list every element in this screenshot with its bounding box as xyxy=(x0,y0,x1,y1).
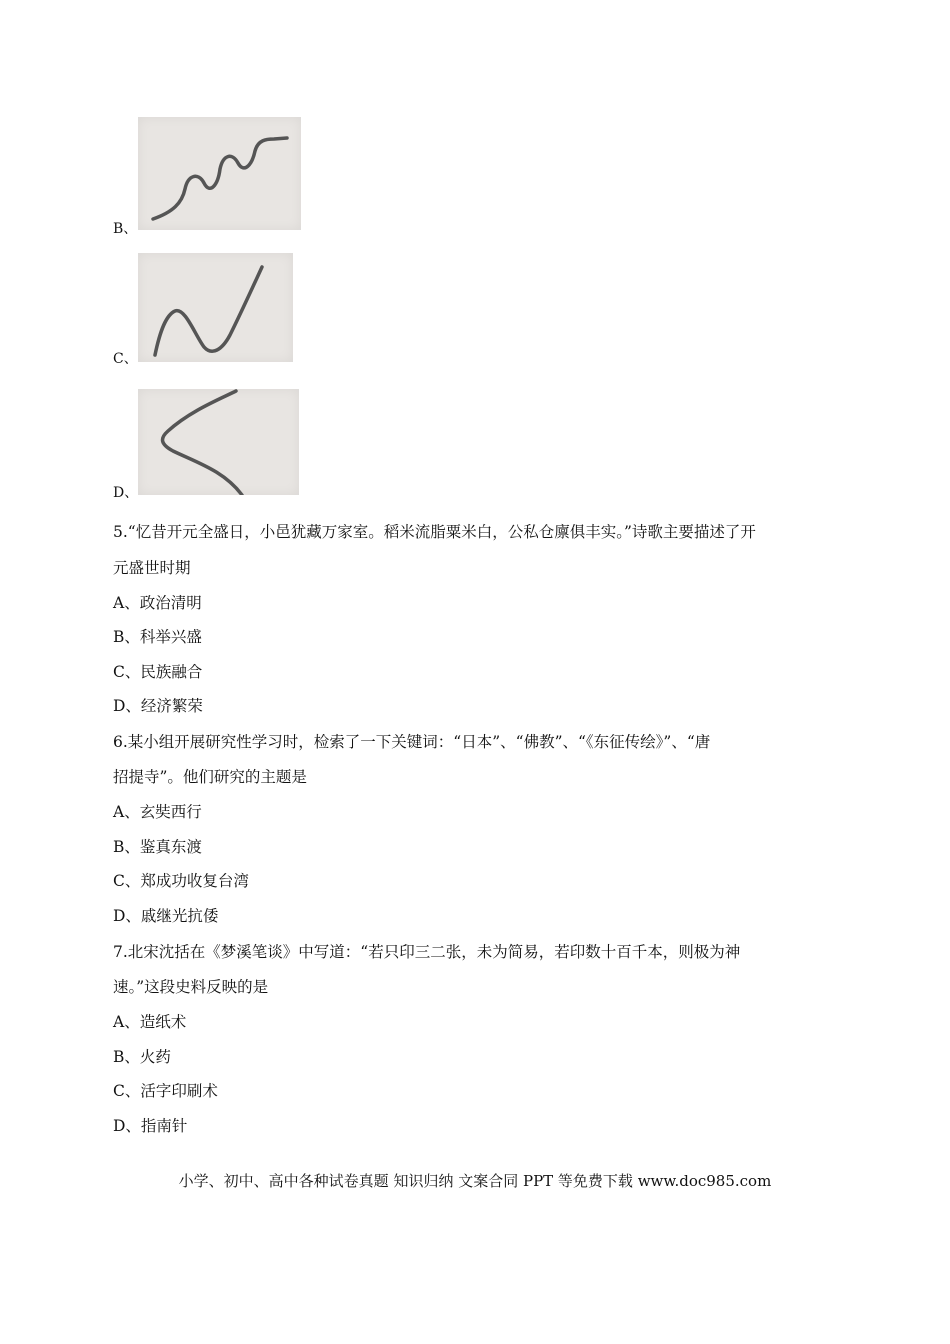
question-6-stem-line2: 招提寺”。他们研究的主题是 xyxy=(113,768,307,786)
question-5-option-d: D、经济繁荣 xyxy=(113,697,203,715)
question-5-stem-line1: 5.“忆昔开元全盛日，小邑犹藏万家室。稻米流脂粟米白，公私仓廪俱丰实。”诗歌主要描述了开 xyxy=(113,523,756,541)
question-7-option-c: C、活字印刷术 xyxy=(113,1082,218,1100)
question-7-option-b: B、火药 xyxy=(113,1048,171,1066)
question-6-option-c: C、郑成功收复台湾 xyxy=(113,872,249,890)
question-7-stem-line2: 速。”这段史料反映的是 xyxy=(113,978,269,996)
question-6-stem-line1: 6.某小组开展研究性学习时，检索了一下关键词：“日本”、“佛教”、“《东征传绘》”、“唐 xyxy=(113,733,711,751)
question-7-option-a: A、造纸术 xyxy=(113,1013,187,1031)
option-c-curve-image xyxy=(138,253,293,362)
question-7-option-d: D、指南针 xyxy=(113,1117,188,1135)
question-5-option-b: B、科举兴盛 xyxy=(113,628,202,646)
option-c-letter: C、 xyxy=(113,351,138,367)
question-5-stem-line2: 元盛世时期 xyxy=(113,559,191,577)
page-footer: 小学、初中、高中各种试卷真题 知识归纳 文案合同 PPT 等免费下载 www.doc985.com xyxy=(178,1172,772,1190)
question-5-option-c: C、民族融合 xyxy=(113,663,203,681)
question-6-option-d: D、戚继光抗倭 xyxy=(113,907,219,925)
option-b-curve-image xyxy=(138,117,301,230)
option-d-letter: D、 xyxy=(113,485,139,501)
option-b-letter: B、 xyxy=(113,221,138,237)
question-6-option-a: A、玄奘西行 xyxy=(113,803,202,821)
question-6-option-b: B、鉴真东渡 xyxy=(113,838,202,856)
question-7-stem-line1: 7.北宋沈括在《梦溪笔谈》中写道：“若只印三二张，未为简易，若印数十百千本，则极为神 xyxy=(113,943,741,961)
question-5-option-a: A、政治清明 xyxy=(113,594,202,612)
option-d-curve-image xyxy=(138,389,299,495)
